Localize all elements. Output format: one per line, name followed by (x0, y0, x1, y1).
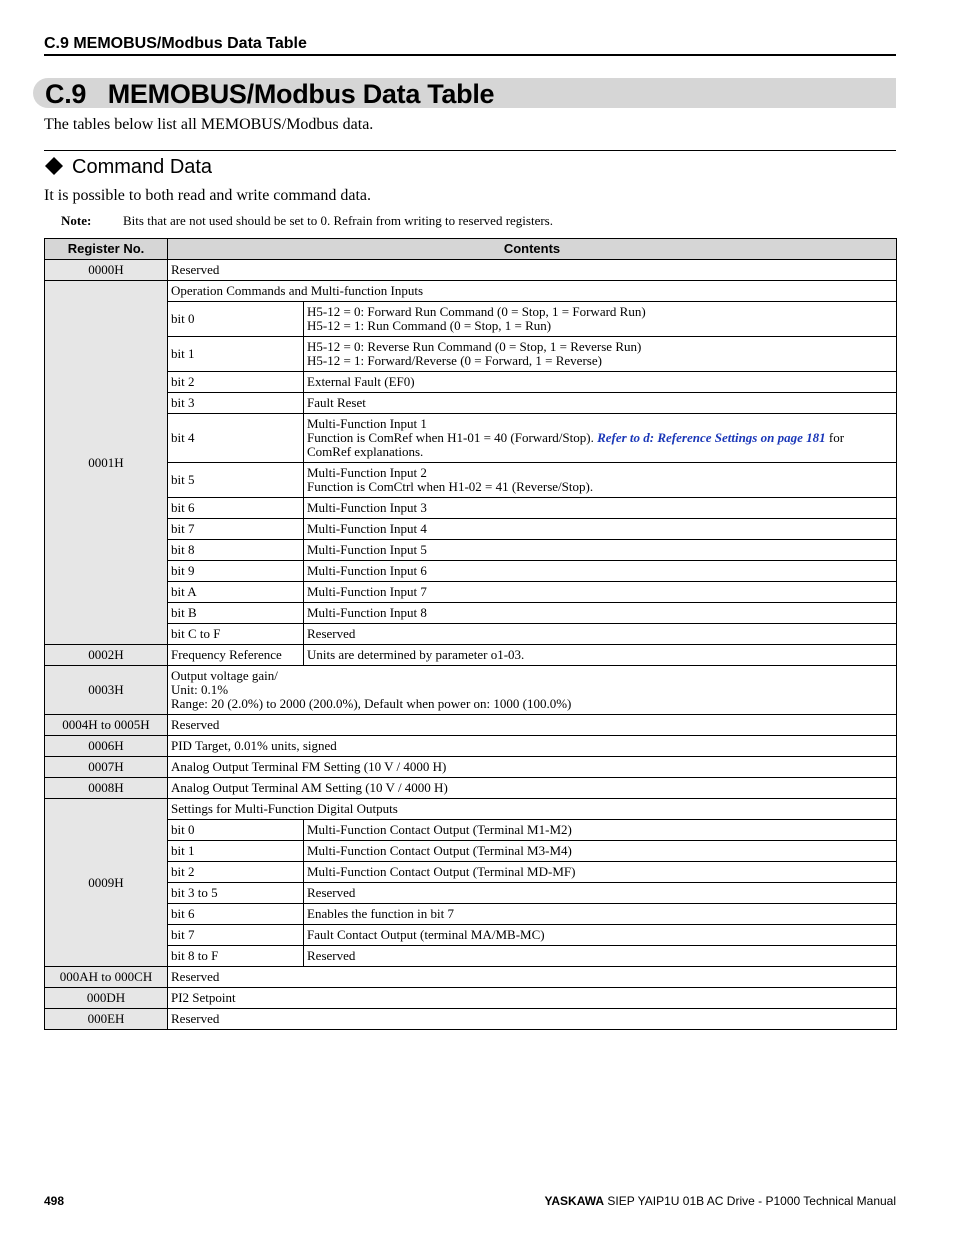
contents-line: H5-12 = 0: Forward Run Command (0 = Stop, 1 = Forward Run) (307, 304, 646, 319)
contents-text: for (825, 430, 845, 445)
contents-cell: Multi-Function Input 5 (304, 540, 897, 561)
register-cell: 0001H (45, 281, 168, 645)
register-cell: 0002H (45, 645, 168, 666)
contents-cell: Reserved (168, 1009, 897, 1030)
table-row (45, 561, 897, 582)
contents-cell: PID Target, 0.01% units, signed (168, 736, 897, 757)
contents-cell (304, 414, 897, 463)
table-row (45, 624, 897, 645)
table-row (45, 645, 897, 666)
table-row (45, 260, 897, 281)
table-row (45, 498, 897, 519)
contents-cell: Fault Reset (304, 393, 897, 414)
page-number: 498 (44, 1194, 65, 1208)
contents-heading-cell: Operation Commands and Multi-function Inputs (168, 281, 897, 302)
contents-cell: Fault Contact Output (terminal MA/MB-MC) (304, 925, 897, 946)
section-title-text: MEMOBUS/Modbus Data Table (107, 79, 495, 109)
table-row (45, 778, 897, 799)
header-rule (44, 54, 896, 56)
register-cell: 000DH (45, 988, 168, 1009)
bit-cell: bit B (168, 603, 304, 624)
contents-line: Multi-Function Input 2 (307, 465, 427, 480)
table-row (45, 967, 897, 988)
contents-cell: Analog Output Terminal AM Setting (10 V / 4000 H) (168, 778, 897, 799)
table-row (45, 666, 897, 715)
running-header: C.9 MEMOBUS/Modbus Data Table (44, 35, 307, 52)
contents-cell: Multi-Function Contact Output (Terminal M3-M4) (304, 841, 897, 862)
register-cell: 0003H (45, 666, 168, 715)
contents-cell: Multi-Function Input 4 (304, 519, 897, 540)
contents-line: Output voltage gain/ (171, 668, 278, 683)
contents-cell: Multi-Function Input 6 (304, 561, 897, 582)
contents-cell: Units are determined by parameter o1-03. (304, 645, 897, 666)
register-cell: 000EH (45, 1009, 168, 1030)
table-row (45, 988, 897, 1009)
bit-cell: bit 8 (168, 540, 304, 561)
contents-cell: Multi-Function Contact Output (Terminal M1-M2) (304, 820, 897, 841)
table-row (45, 925, 897, 946)
contents-line: Range: 20 (2.0%) to 2000 (200.0%), Default when power on: 1000 (100.0%) (171, 696, 572, 711)
subsection-text: It is possible to both read and write command data. (44, 187, 372, 204)
bit-cell: bit 7 (168, 519, 304, 540)
table-row (45, 883, 897, 904)
contents-cell: Reserved (168, 260, 897, 281)
contents-cell: Enables the function in bit 7 (304, 904, 897, 925)
table-row (45, 862, 897, 883)
reference-link[interactable]: Refer to d: Reference Settings on page 181 (597, 430, 826, 445)
bit-cell: bit 0 (168, 820, 304, 841)
bit-cell: bit 0 (168, 302, 304, 337)
table-row (45, 603, 897, 624)
register-cell: 000AH to 000CH (45, 967, 168, 988)
bit-cell: bit 7 (168, 925, 304, 946)
contents-cell (304, 463, 897, 498)
contents-cell: Multi-Function Input 8 (304, 603, 897, 624)
note-label: Note: (61, 213, 92, 228)
contents-cell (168, 666, 897, 715)
table-row (45, 757, 897, 778)
contents-cell: Reserved (168, 967, 897, 988)
table-row (45, 540, 897, 561)
contents-cell: Reserved (304, 883, 897, 904)
intro-text: The tables below list all MEMOBUS/Modbus data. (44, 116, 374, 133)
subsection-title: Command Data (72, 156, 213, 178)
contents-line (307, 431, 893, 445)
bit-cell: bit 9 (168, 561, 304, 582)
contents-cell (304, 337, 897, 372)
bit-cell: bit 6 (168, 498, 304, 519)
register-cell: 0009H (45, 799, 168, 967)
table-row (45, 393, 897, 414)
bit-cell: bit 2 (168, 862, 304, 883)
table-row (45, 799, 897, 820)
contents-cell: Multi-Function Input 7 (304, 582, 897, 603)
header-contents: Contents (168, 239, 897, 260)
table-row (45, 414, 897, 463)
bit-cell: bit 6 (168, 904, 304, 925)
command-data-table (44, 238, 897, 1030)
table-row (45, 302, 897, 337)
contents-cell: PI2 Setpoint (168, 988, 897, 1009)
contents-line: Function is ComCtrl when H1-02 = 41 (Reverse/Stop). (307, 479, 594, 494)
contents-text: Function is ComRef when H1-01 = 40 (Forward/Stop). (307, 430, 598, 445)
bit-cell: bit 3 (168, 393, 304, 414)
contents-line: H5-12 = 0: Reverse Run Command (0 = Stop, 1 = Reverse Run) (307, 339, 642, 354)
note-text: Bits that are not used should be set to 0. Refrain from writing to reserved registers. (123, 213, 553, 228)
contents-cell: Multi-Function Input 3 (304, 498, 897, 519)
table-row (45, 281, 897, 302)
subsection-rule (44, 150, 896, 151)
register-cell: 0008H (45, 778, 168, 799)
bit-cell: bit 5 (168, 463, 304, 498)
contents-line: H5-12 = 1: Run Command (0 = Stop, 1 = Run) (307, 318, 552, 333)
bit-cell: bit 1 (168, 841, 304, 862)
register-cell: 0007H (45, 757, 168, 778)
register-cell: 0004H to 0005H (45, 715, 168, 736)
contents-cell: Reserved (304, 946, 897, 967)
footer-brand: YASKAWA (544, 1194, 605, 1208)
contents-line: H5-12 = 1: Forward/Reverse (0 = Forward, 1 = Reverse) (307, 353, 602, 368)
table-header-row (45, 239, 897, 260)
table-row (45, 372, 897, 393)
header-register-no: Register No. (45, 239, 168, 260)
table-row (45, 1009, 897, 1030)
table-row (45, 820, 897, 841)
table-row (45, 946, 897, 967)
label-cell: Frequency Reference (168, 645, 304, 666)
contents-cell: Analog Output Terminal FM Setting (10 V / 4000 H) (168, 757, 897, 778)
bit-cell: bit 3 to 5 (168, 883, 304, 904)
contents-heading-cell: Settings for Multi-Function Digital Outputs (168, 799, 897, 820)
table-row (45, 715, 897, 736)
contents-cell: Multi-Function Contact Output (Terminal MD-MF) (304, 862, 897, 883)
contents-cell: External Fault (EF0) (304, 372, 897, 393)
bit-cell: bit 4 (168, 414, 304, 463)
diamond-bullet-icon (44, 156, 64, 176)
bit-cell: bit 8 to F (168, 946, 304, 967)
section-title (45, 79, 494, 110)
contents-line: Multi-Function Input 1 (307, 416, 427, 431)
contents-cell: Reserved (168, 715, 897, 736)
contents-line: Unit: 0.1% (171, 682, 229, 697)
contents-cell: Reserved (304, 624, 897, 645)
table-row (45, 463, 897, 498)
bit-cell: bit C to F (168, 624, 304, 645)
section-number: C.9 (45, 79, 87, 109)
register-cell: 0006H (45, 736, 168, 757)
table-row (45, 904, 897, 925)
footer-manual-text: SIEP YAIP1U 01B AC Drive - P1000 Technical Manual (604, 1194, 896, 1208)
register-cell: 0000H (45, 260, 168, 281)
table-row (45, 736, 897, 757)
bit-cell: bit 2 (168, 372, 304, 393)
table-row (45, 582, 897, 603)
contents-line: ComRef explanations. (307, 444, 424, 459)
table-row (45, 337, 897, 372)
footer-manual-title (544, 1194, 896, 1208)
contents-cell (304, 302, 897, 337)
table-row (45, 519, 897, 540)
bit-cell: bit 1 (168, 337, 304, 372)
table-row (45, 841, 897, 862)
bit-cell: bit A (168, 582, 304, 603)
